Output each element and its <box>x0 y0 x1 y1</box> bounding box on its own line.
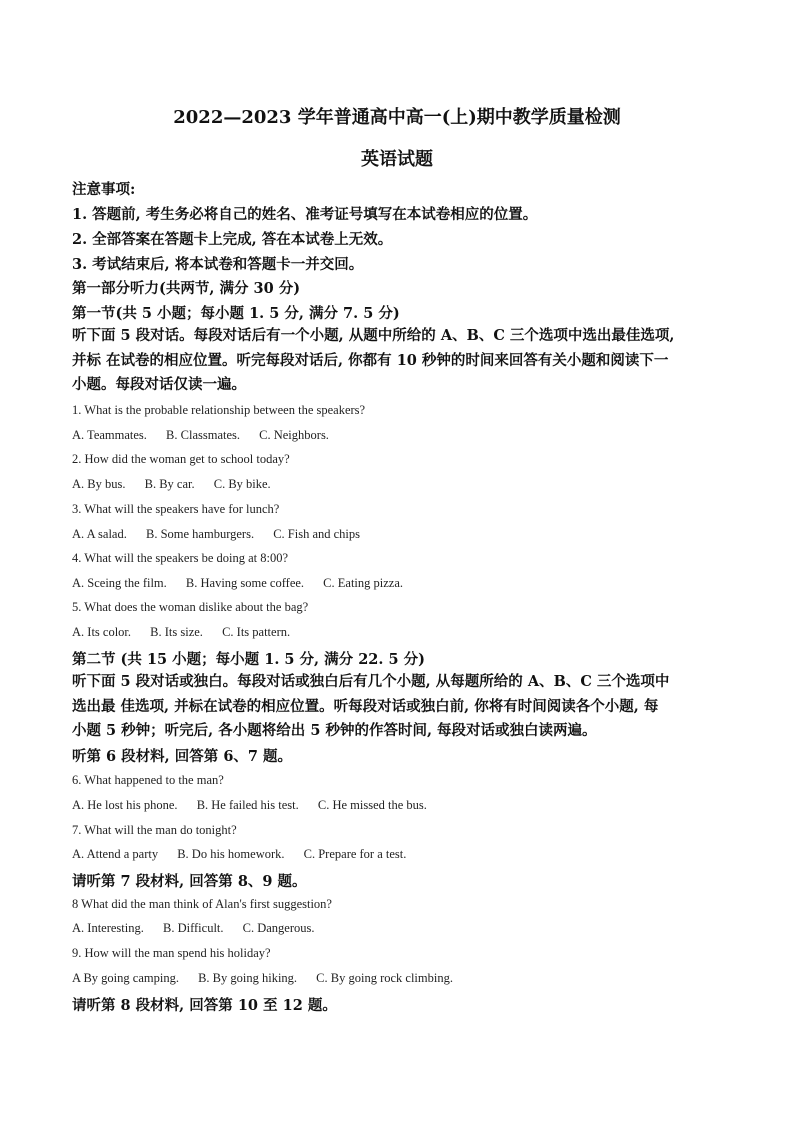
option-b: B. Do his homework. <box>177 847 285 861</box>
option-c: C. By bike. <box>213 477 271 491</box>
option-a: A By going camping. <box>72 971 179 985</box>
instruction-line: 听下面 5 段对话或独白。每段对话或独白后有几个小题, 从每题所给的 A、B、C 三个选项中 <box>72 673 670 690</box>
option-a: A. Its color. <box>72 625 132 639</box>
material-8-heading: 请听第 8 段材料, 回答第 10 至 12 题。 <box>72 997 337 1014</box>
question-6: 6. What happened to the man? <box>72 773 224 787</box>
material-6-heading: 听第 6 段材料, 回答第 6、7 题。 <box>72 748 293 765</box>
options-4 <box>72 576 403 591</box>
option-c: C. Fish and chips <box>273 527 361 541</box>
option-a: A. He lost his phone. <box>72 798 178 812</box>
instruction-line: 小题。每段对话仅读一遍。 <box>72 376 246 393</box>
option-c: C. Dangerous. <box>242 921 315 935</box>
question-9: 9. How will the man spend his holiday? <box>72 946 271 960</box>
option-c: C. Neighbors. <box>259 428 329 442</box>
question-1: 1. What is the probable relationship between the speakers? <box>72 403 366 417</box>
options-9 <box>72 971 453 986</box>
question-8: 8 What did the man think of Alan's first suggestion? <box>72 897 332 911</box>
option-a: A. Teammates. <box>72 428 147 442</box>
option-b: B. By going hiking. <box>198 971 298 985</box>
options-6 <box>72 798 427 813</box>
notice-item: 3. 考试结束后, 将本试卷和答题卡一并交回。 <box>72 256 364 273</box>
instruction-line: 小题 5 秒钟；听完后, 各小题将给出 5 秒钟的作答时间, 每段对话或独白读两遍。 <box>72 722 597 739</box>
notice-item: 1. 答题前, 考生务必将自己的姓名、准考证号填写在本试卷相应的位置。 <box>72 206 538 223</box>
question-5: 5. What does the woman dislike about the bag? <box>72 600 309 614</box>
option-c: C. Eating pizza. <box>323 576 404 590</box>
notice-heading: 注意事项: <box>72 181 136 198</box>
notice-item: 2. 全部答案在答题卡上完成, 答在本试卷上无效。 <box>72 231 393 248</box>
options-2 <box>72 477 271 492</box>
options-5 <box>72 625 290 640</box>
options-1 <box>72 428 329 443</box>
option-b: B. By car. <box>144 477 195 491</box>
option-b: B. Classmates. <box>166 428 241 442</box>
options-3 <box>72 527 360 542</box>
option-c: C. Prepare for a test. <box>303 847 407 861</box>
option-a: A. Sceing the film. <box>72 576 167 590</box>
section1-heading: 第一节(共 5 小题；每小题 1. 5 分, 满分 7. 5 分) <box>72 305 400 322</box>
question-3: 3. What will the speakers have for lunch? <box>72 502 280 516</box>
question-4: 4. What will the speakers be doing at 8:00? <box>72 551 289 565</box>
options-7 <box>72 847 406 862</box>
instruction-line: 并标 在试卷的相应位置。听完每段对话后, 你都有 10 秒钟的时间来回答有关小题和阅读下一 <box>72 351 669 369</box>
option-b: B. He failed his test. <box>196 798 299 812</box>
option-b: B. Its size. <box>150 625 203 639</box>
material-7-heading: 请听第 7 段材料, 回答第 8、9 题。 <box>72 873 307 890</box>
instruction-line: 听下面 5 段对话。每段对话后有一个小题, 从题中所给的 A、B、C 三个选项中选出最佳选项, <box>72 327 675 344</box>
options-8 <box>72 921 315 936</box>
option-a: A. Interesting. <box>72 921 144 935</box>
option-c: C. He missed the bus. <box>317 798 427 812</box>
section2-instructions <box>72 670 732 744</box>
exam-title: 2022—2023 学年普通高中高一(上)期中教学质量检测 <box>173 107 621 128</box>
option-a: A. By bus. <box>72 477 126 491</box>
option-b: B. Having some coffee. <box>185 576 305 590</box>
exam-subtitle: 英语试题 <box>361 149 433 170</box>
option-c: C. By going rock climbing. <box>316 971 453 985</box>
instruction-line: 选出最 佳选项, 并标在试卷的相应位置。听每段对话或独白前, 你将有时间阅读各个小题, 每 <box>72 697 659 715</box>
option-b: B. Difficult. <box>162 921 224 935</box>
section2-heading: 第二节 (共 15 小题；每小题 1. 5 分, 满分 22. 5 分) <box>72 651 425 668</box>
option-a: A. A salad. <box>72 527 127 541</box>
question-2: 2. How did the woman get to school today? <box>72 452 290 466</box>
section1-instructions <box>72 324 732 398</box>
option-a: A. Attend a party <box>72 847 159 861</box>
question-7: 7. What will the man do tonight? <box>72 823 237 837</box>
option-b: B. Some hamburgers. <box>145 527 255 541</box>
option-c: C. Its pattern. <box>222 625 291 639</box>
part1-heading: 第一部分听力(共两节, 满分 30 分) <box>72 280 301 297</box>
